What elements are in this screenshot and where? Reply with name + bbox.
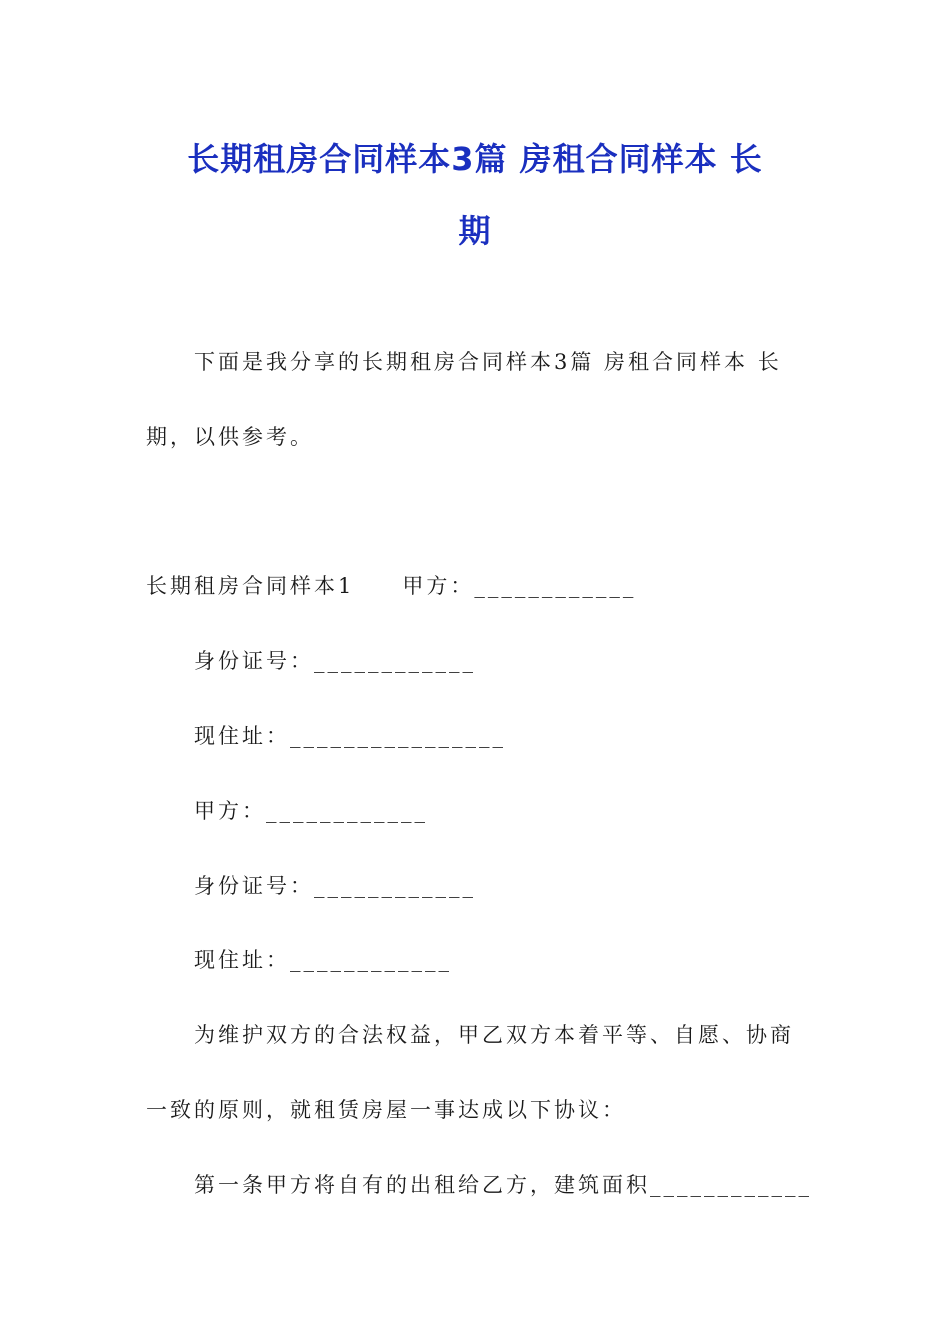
principle-paragraph-line-1: 为维护双方的合法权益，甲乙双方本着平等、自愿、协商 xyxy=(194,1023,794,1047)
party-a-id-field: 身份证号：____________ xyxy=(194,649,476,673)
document-title-line-1: 长期租房合同样本3篇 房租合同样本 长 xyxy=(187,140,763,178)
intro-paragraph-line-1: 下面是我分享的长期租房合同样本3篇 房租合同样本 长 xyxy=(194,350,782,374)
party-b-field: 甲方：____________ xyxy=(194,799,428,823)
principle-paragraph-line-2: 一致的原则，就租赁房屋一事达成以下协议： xyxy=(146,1098,626,1122)
article-1-line-1: 第一条甲方将自有的出租给乙方，建筑面积____________ xyxy=(194,1173,812,1197)
party-b-id-field: 身份证号：____________ xyxy=(194,874,476,898)
party-b-address-field: 现住址：____________ xyxy=(194,948,452,972)
document-title-line-2: 期 xyxy=(458,212,492,250)
contract-heading-line: 长期租房合同样本1 甲方：____________ xyxy=(146,574,637,598)
intro-paragraph-line-2: 期，以供参考。 xyxy=(146,425,314,449)
party-a-address-field: 现住址：________________ xyxy=(194,724,506,748)
